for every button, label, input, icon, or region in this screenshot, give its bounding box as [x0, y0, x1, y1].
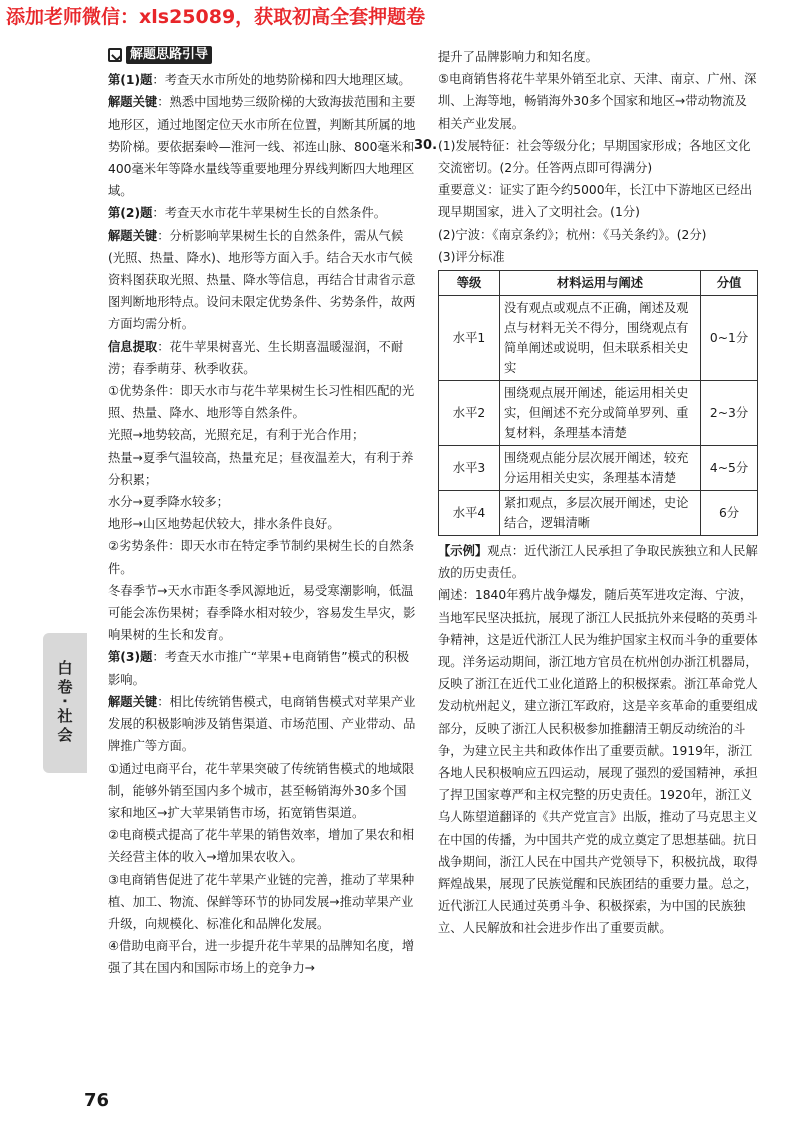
left-paragraph — [108, 935, 418, 979]
answer-line: (3)评分标准 — [438, 249, 505, 264]
question-number: 30. — [414, 137, 438, 153]
left-paragraph — [108, 69, 418, 91]
table-cell: 紧扣观点，多层次展开阐述，史论结合，逻辑清晰 — [500, 491, 701, 536]
paragraph-text: 热量→夏季气温较高，热量充足；昼夜温差大，有利于养分积累； — [108, 450, 414, 487]
paragraph-lead: 解题关键 — [108, 694, 158, 709]
right-column — [414, 46, 758, 940]
question-30-answers — [438, 135, 758, 268]
paragraph-text: ：相比传统销售模式，电商销售模式对苹果产业发展的积极影响涉及销售渠道、市场范围、产业带动、品牌推广等方面。 — [108, 694, 416, 754]
right-paragraph: 提升了品牌影响力和知名度。 — [438, 50, 598, 64]
right-top-paragraphs — [438, 46, 758, 135]
left-paragraph — [108, 225, 418, 336]
table-header: 分值 — [701, 271, 758, 296]
table-cell: 水平4 — [439, 491, 500, 536]
table-row — [439, 296, 758, 381]
answer-line: 重要意义：证实了距今约5000年，长江中下游地区已经出现早期国家，进入了文明社会。(1分) — [438, 183, 753, 220]
side-tab-label: 白卷·社会 — [55, 660, 74, 746]
table-cell: 0~1分 — [701, 296, 758, 381]
scoring-table — [438, 270, 758, 536]
example-body: 阐述：1840年鸦片战争爆发，随后英军进攻定海、宁波，当地军民坚决抵抗，展现了浙江人民抵抗外来侵略的英勇斗争精神，这是近代浙江人民为维护国家主权而斗争的重要体现。洋务运动期间，浙江地方官员在杭州创办浙江机器局，反映了浙江在近代工业化道路上的积极探索。浙江革命党人发动杭州起义，建立浙江军政府，这是辛亥革命的重要组成部分，反映了浙江人民积极参加推翻清王朝反动统治的斗争，为建立民主共和政体作出了重要贡献。1919年，浙江各地人民积极响应五四运动，展现了强烈的爱国精神，承担了捍卫国家尊严和主权完整的历史责任。1920年，浙江义乌人陈望道翻译的《共产党宣言》出版，推动了马克思主义在中国的传播，为中国共产党的成立奠定了思想基础。抗日战争期间，浙江人民在中国共产党领导下，积极抗战，取得辉煌战果，展现了民族觉醒和民族团结的重要力量。总之，近代浙江人民通过英勇斗争、积极探索，为中国的民族独立、人民解放和社会进步作出了重要贡献。 — [438, 588, 758, 936]
table-cell: 水平1 — [439, 296, 500, 381]
left-paragraph — [108, 758, 418, 825]
page-number: 76 — [84, 1090, 110, 1111]
paragraph-text: ：花牛苹果树喜光、生长期喜温暖湿润，不耐涝；春季萌芽、秋季收获。 — [108, 339, 404, 376]
table-header-row — [439, 271, 758, 296]
left-paragraph — [108, 91, 418, 202]
paragraph-text: ：考查天水市所处的地势阶梯和四大地理区域。 — [152, 73, 411, 88]
paragraph-text: ：熟悉中国地势三级阶梯的大致海拔范围和主要地形区，通过地图定位天水市所在位置，判断其所属的地势阶梯。要依据秦岭—淮河一线、祁连山脉、800毫米和400毫米年等降水量线等重要地理分界线判断四大地理区域。 — [108, 95, 416, 199]
table-cell: 没有观点或观点不正确，阐述及观点与材料无关不得分，围绕观点有简单阐述或说明，但未联系相关史实 — [500, 296, 701, 381]
left-paragraph — [108, 691, 418, 758]
table-header: 材料运用与阐述 — [500, 271, 701, 296]
paragraph-lead: 解题关键 — [108, 95, 158, 110]
pencil-check-icon — [108, 48, 122, 62]
left-column — [108, 46, 418, 980]
example-view-text: 观点：近代浙江人民承担了争取民族独立和人民解放的历史责任。 — [438, 544, 758, 581]
table-row — [439, 381, 758, 446]
left-paragraphs — [108, 69, 418, 979]
paragraph-text: ：考查天水市推广“苹果+电商销售”模式的积极影响。 — [108, 650, 410, 687]
paragraph-text: ：分析影响苹果树生长的自然条件，需从气候(光照、热量、降水)、地形等方面入手。结合天水市气候资料图获取光照、热量、降水等信息，再结合甘肃省示意图判断地形特点。设问未限定优势条件、劣势条件，故两方面均需分析。 — [108, 228, 416, 332]
table-cell: 围绕观点展开阐述，能运用相关史实，但阐述不充分或简单罗列、重复材料，条理基本清楚 — [500, 381, 701, 446]
side-tab — [43, 633, 87, 773]
promo-banner: 添加老师微信：xls25089，获取初高全套押题卷 — [6, 6, 426, 28]
left-paragraph — [108, 869, 418, 936]
left-paragraph — [108, 646, 418, 690]
left-paragraph — [108, 535, 418, 579]
paragraph-lead: 第(3)题 — [108, 650, 153, 665]
right-paragraph: ⑤电商销售将花牛苹果外销至北京、天津、南京、广州、深圳、上海等地，畅销海外30多个国家和地区→带动物流及相关产业发展。 — [438, 72, 757, 131]
paragraph-lead: 信息提取 — [108, 339, 158, 354]
example-label: 【示例】 — [438, 544, 488, 559]
left-paragraph — [108, 491, 418, 513]
paragraph-text: 光照→地势较高，光照充足，有利于光合作用； — [108, 428, 365, 443]
question-30 — [414, 135, 758, 268]
left-paragraph — [108, 824, 418, 868]
left-paragraph — [108, 580, 418, 647]
table-cell: 水平3 — [439, 446, 500, 491]
table-cell: 6分 — [701, 491, 758, 536]
paragraph-text: ②劣势条件：即天水市在特定季节制约果树生长的自然条件。 — [108, 539, 415, 576]
left-paragraph — [108, 424, 418, 446]
paragraph-text: ④借助电商平台，进一步提升花牛苹果的品牌知名度，增强了其在国内和国际市场上的竞争力→ — [108, 939, 415, 976]
left-paragraph — [108, 336, 418, 380]
paragraph-text: 冬春季节→天水市距冬季风源地近，易受寒潮影响，低温可能会冻伤果树；春季降水相对较少，容易发生旱灾，影响果树的生长和发育。 — [108, 583, 416, 643]
section-heading — [108, 46, 212, 64]
table-cell: 水平2 — [439, 381, 500, 446]
example-view — [438, 540, 758, 584]
table-header: 等级 — [439, 271, 500, 296]
table-row — [439, 491, 758, 536]
paragraph-text: ①通过电商平台，花牛苹果突破了传统销售模式的地域限制，能够外销至国内多个城市，甚至畅销海外30多个国家和地区→扩大苹果销售市场，拓宽销售渠道。 — [108, 761, 415, 820]
table-cell: 2~3分 — [701, 381, 758, 446]
section-heading-label: 解题思路引导 — [126, 46, 212, 64]
paragraph-lead: 第(2)题 — [108, 206, 153, 221]
left-paragraph — [108, 447, 418, 491]
left-paragraph — [108, 513, 418, 535]
table-cell: 围绕观点能分层次展开阐述，较充分运用相关史实，条理基本清楚 — [500, 446, 701, 491]
paragraph-text: ③电商销售促进了花牛苹果产业链的完善，推动了苹果种植、加工、物流、保鲜等环节的协同发展→推动苹果产业升级，向规模化、标准化和品牌化发展。 — [108, 872, 415, 931]
table-body — [439, 296, 758, 536]
paragraph-lead: 第(1)题 — [108, 73, 153, 88]
left-paragraph — [108, 380, 418, 424]
paragraph-lead: 解题关键 — [108, 228, 158, 243]
paragraph-text: ：考查天水市花牛苹果树生长的自然条件。 — [152, 206, 387, 221]
left-paragraph — [108, 202, 418, 224]
table-row — [439, 446, 758, 491]
answer-line: (1)发展特征：社会等级分化；早期国家形成；各地区文化交流密切。(2分。任答两点即可得满分) — [438, 138, 751, 176]
answer-line: (2)宁波：《南京条约》；杭州：《马关条约》。(2分) — [438, 227, 707, 242]
paragraph-text: 地形→山区地势起伏较大，排水条件良好。 — [108, 517, 340, 532]
paragraph-text: ②电商模式提高了花牛苹果的销售效率，增加了果农和相关经营主体的收入→增加果农收入。 — [108, 828, 415, 865]
paragraph-text: ①优势条件：即天水市与花牛苹果树生长习性相匹配的光照、热量、降水、地形等自然条件。 — [108, 384, 415, 421]
table-cell: 4~5分 — [701, 446, 758, 491]
paragraph-text: 水分→夏季降水较多； — [108, 495, 229, 510]
